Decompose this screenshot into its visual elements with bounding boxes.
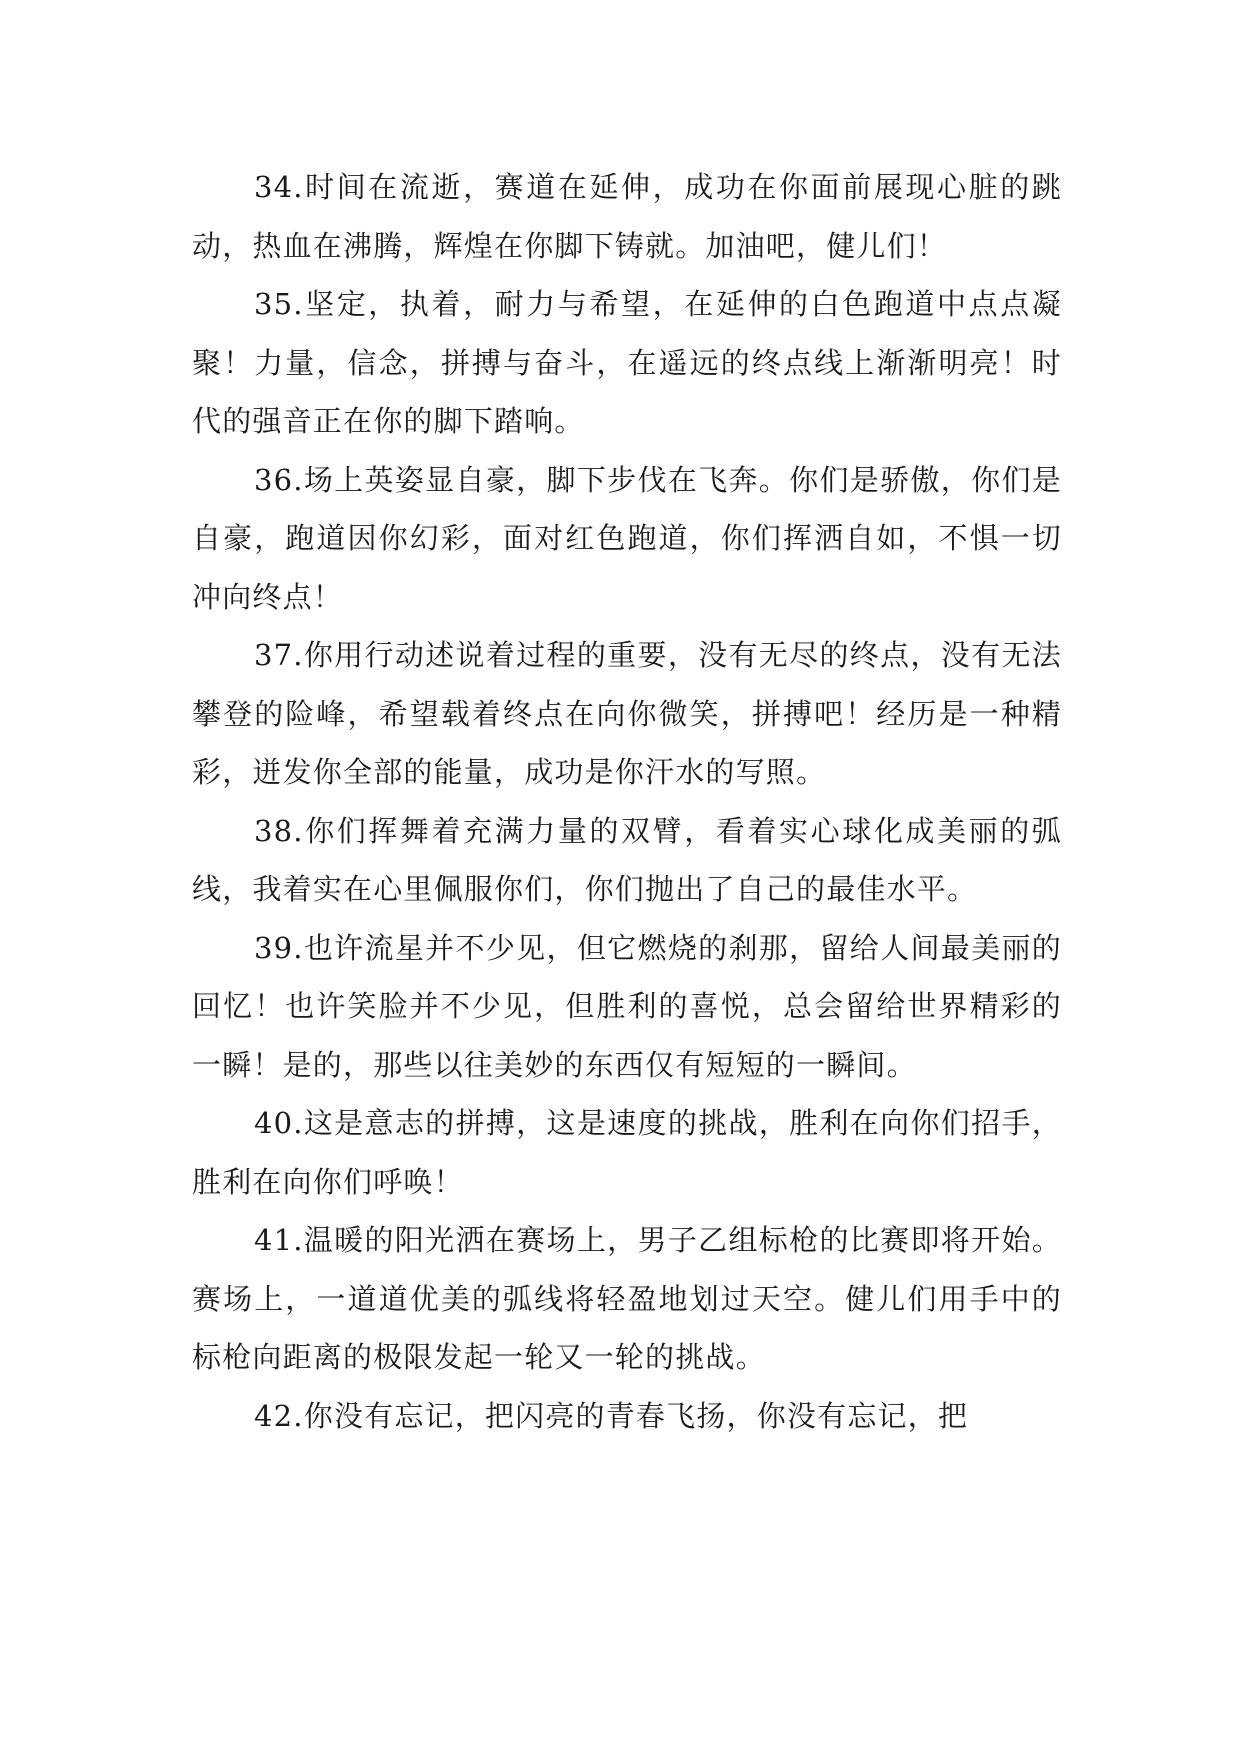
paragraph-38: 38.你们挥舞着充满力量的双臂，看着实心球化成美丽的弧线，我着实在心里佩服你们，你们抛出了自己的最佳水平。 — [192, 813, 1062, 906]
paragraph-36: 36.场上英姿显自豪，脚下步伐在飞奔。你们是骄傲，你们是自豪，跑道因你幻彩，面对红色跑道，你们挥洒自如，不惧一切冲向终点！ — [192, 462, 1062, 614]
paragraph-40: 40.这是意志的拼搏，这是速度的挑战，胜利在向你们招手，胜利在向你们呼唤！ — [192, 1106, 1062, 1199]
paragraph-34: 34.时间在流逝，赛道在延伸，成功在你面前展现心脏的跳动，热血在沸腾，辉煌在你脚下铸就。加油吧，健儿们！ — [192, 170, 1062, 263]
paragraph-42: 42.你没有忘记，把闪亮的青春飞扬，你没有忘记，把 — [254, 1398, 969, 1433]
paragraph-41: 41.温暖的阳光洒在赛场上，男子乙组标枪的比赛即将开始。赛场上，一道道优美的弧线将轻盈地划过天空。健儿们用手中的标枪向距离的极限发起一轮又一轮的挑战。 — [192, 1223, 1062, 1374]
paragraph-35: 35.坚定，执着，耐力与希望，在延伸的白色跑道中点点凝聚！力量，信念，拼搏与奋斗，在遥远的终点线上渐渐明亮！时代的强音正在你的脚下踏响。 — [192, 287, 1062, 438]
paragraph-37: 37.你用行动述说着过程的重要，没有无尽的终点，没有无法攀登的险峰，希望载着终点在向你微笑，拼搏吧！经历是一种精彩，迸发你全部的能量，成功是你汗水的写照。 — [192, 638, 1062, 789]
paragraph-39: 39.也许流星并不少见，但它燃烧的刹那，留给人间最美丽的回忆！也许笑脸并不少见，但胜利的喜悦，总会留给世界精彩的一瞬！是的，那些以往美妙的东西仅有短短的一瞬间。 — [192, 930, 1062, 1082]
document-body — [192, 158, 1062, 1445]
